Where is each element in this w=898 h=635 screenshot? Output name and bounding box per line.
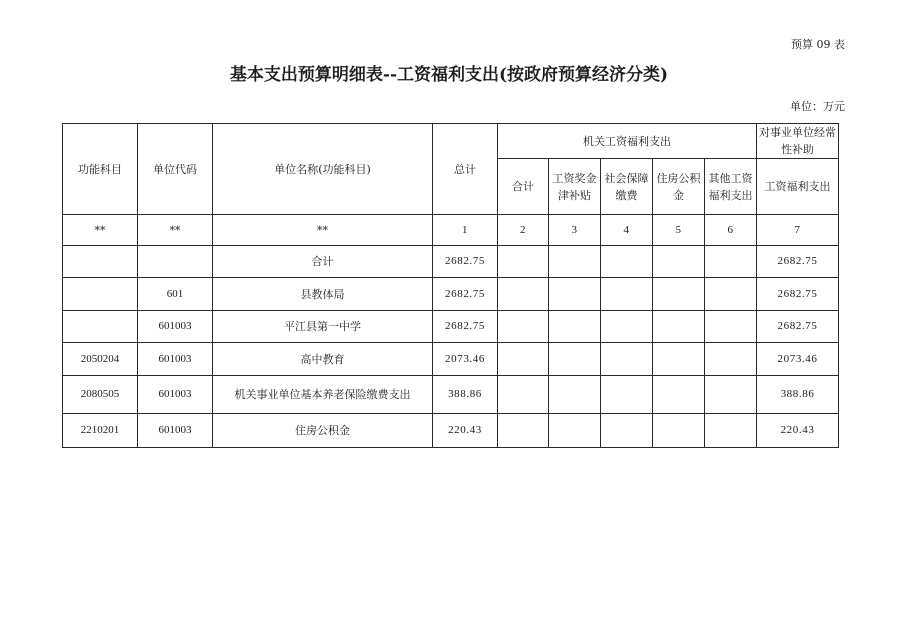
subsidy-welfare-cell: 2682.75 [757, 246, 839, 278]
unit-code-cell: 601003 [138, 376, 213, 414]
salary-allowance-cell [549, 343, 601, 376]
unit-name-cell: 县教体局 [213, 278, 433, 311]
total-cell: 388.86 [433, 376, 498, 414]
social-security-cell [601, 311, 653, 343]
unit-name-cell: 高中教育 [213, 343, 433, 376]
total-cell: 2682.75 [433, 311, 498, 343]
subsidy-welfare-cell: 2073.46 [757, 343, 839, 376]
func-subject-cell: 2080505 [63, 376, 138, 414]
header-agency-subtotal [498, 159, 549, 215]
other-welfare-cell [705, 278, 757, 311]
agency-subtotal-cell [498, 414, 549, 448]
header-subsidy-welfare: 工资福利支出 [757, 159, 839, 215]
table-body [63, 215, 839, 448]
agency-subtotal-cell [498, 246, 549, 278]
unit-code-cell: 601003 [138, 414, 213, 448]
header-line: 津补贴 [558, 188, 591, 202]
table-header [63, 124, 839, 215]
header-subsidy-group [757, 124, 839, 159]
header-line: 住房公积 [656, 171, 701, 185]
other-welfare-cell [705, 343, 757, 376]
header-line: 其他工资 [708, 171, 753, 185]
index-cell: 4 [601, 215, 653, 246]
unit-code-cell: 601003 [138, 311, 213, 343]
index-cell: 3 [549, 215, 601, 246]
header-line: 性补助 [781, 143, 815, 156]
unit-code-cell [138, 246, 213, 278]
func-subject-cell [63, 311, 138, 343]
unit-label: 单位：万元 [790, 100, 845, 113]
agency-subtotal-cell [498, 376, 549, 414]
other-welfare-cell [705, 376, 757, 414]
subsidy-welfare-cell: 388.86 [757, 376, 839, 414]
social-security-cell [601, 376, 653, 414]
index-row [63, 215, 839, 246]
index-cell: 6 [705, 215, 757, 246]
func-subject-cell: 2050204 [63, 343, 138, 376]
header-social-security [601, 159, 653, 215]
salary-allowance-cell [549, 246, 601, 278]
func-subject-cell [63, 246, 138, 278]
agency-subtotal-cell [498, 278, 549, 311]
total-cell: 2682.75 [433, 278, 498, 311]
header-unit-name: 单位名称(功能科目) [213, 124, 433, 215]
social-security-cell [601, 343, 653, 376]
table-row [63, 343, 839, 376]
salary-allowance-cell [549, 311, 601, 343]
unit-code-cell: 601003 [138, 343, 213, 376]
index-cell: 2 [498, 215, 549, 246]
unit-name-cell: 住房公积金 [213, 414, 433, 448]
unit-name-cell: 机关事业单位基本养老保险缴费支出 [213, 376, 433, 414]
table-row [63, 311, 839, 343]
unit-name-cell: 平江县第一中学 [213, 311, 433, 343]
agency-subtotal-cell [498, 343, 549, 376]
index-cell: ** [63, 215, 138, 246]
header-agency-welfare-group: 机关工资福利支出 [498, 124, 757, 159]
subsidy-welfare-cell: 2682.75 [757, 311, 839, 343]
housing-fund-cell [653, 343, 705, 376]
other-welfare-cell [705, 311, 757, 343]
page-title: 基本支出预算明细表--工资福利支出(按政府预算经济分类) [229, 65, 669, 85]
housing-fund-cell [653, 376, 705, 414]
other-welfare-cell [705, 246, 757, 278]
header-line: 合计 [512, 180, 534, 193]
index-cell: ** [138, 215, 213, 246]
header-salary-allowance [549, 159, 601, 215]
table-row [63, 376, 839, 414]
header-row [63, 124, 839, 159]
social-security-cell [601, 278, 653, 311]
unit-name-cell: 合计 [213, 246, 433, 278]
social-security-cell [601, 414, 653, 448]
header-total: 总计 [433, 124, 498, 215]
header-line: 金 [673, 188, 684, 202]
housing-fund-cell [653, 246, 705, 278]
header-line: 社会保障 [604, 171, 649, 185]
index-cell: 5 [653, 215, 705, 246]
subsidy-welfare-cell: 220.43 [757, 414, 839, 448]
table-row [63, 278, 839, 311]
total-cell: 220.43 [433, 414, 498, 448]
salary-allowance-cell [549, 376, 601, 414]
index-cell: ** [213, 215, 433, 246]
index-cell: 1 [433, 215, 498, 246]
budget-table [62, 123, 839, 448]
unit-code-cell: 601 [138, 278, 213, 311]
header-line: 缴费 [615, 188, 638, 202]
total-cell: 2682.75 [433, 246, 498, 278]
func-subject-cell: 2210201 [63, 414, 138, 448]
func-subject-cell [63, 278, 138, 311]
total-cell: 2073.46 [433, 343, 498, 376]
social-security-cell [601, 246, 653, 278]
table-row [63, 246, 839, 278]
housing-fund-cell [653, 278, 705, 311]
header-other-welfare [705, 159, 757, 215]
housing-fund-cell [653, 311, 705, 343]
agency-subtotal-cell [498, 311, 549, 343]
table-row [63, 414, 839, 448]
salary-allowance-cell [549, 278, 601, 311]
header-line: 工资奖金 [552, 171, 597, 185]
housing-fund-cell [653, 414, 705, 448]
salary-allowance-cell [549, 414, 601, 448]
header-housing-fund [653, 159, 705, 215]
header-unit-code: 单位代码 [138, 124, 213, 215]
index-cell: 7 [757, 215, 839, 246]
header-line: 对事业单位经常 [759, 126, 837, 139]
form-number: 预算 09 表 [791, 38, 845, 51]
header-line: 福利支出 [708, 188, 753, 202]
other-welfare-cell [705, 414, 757, 448]
subsidy-welfare-cell: 2682.75 [757, 278, 839, 311]
header-func-subject: 功能科目 [63, 124, 138, 215]
